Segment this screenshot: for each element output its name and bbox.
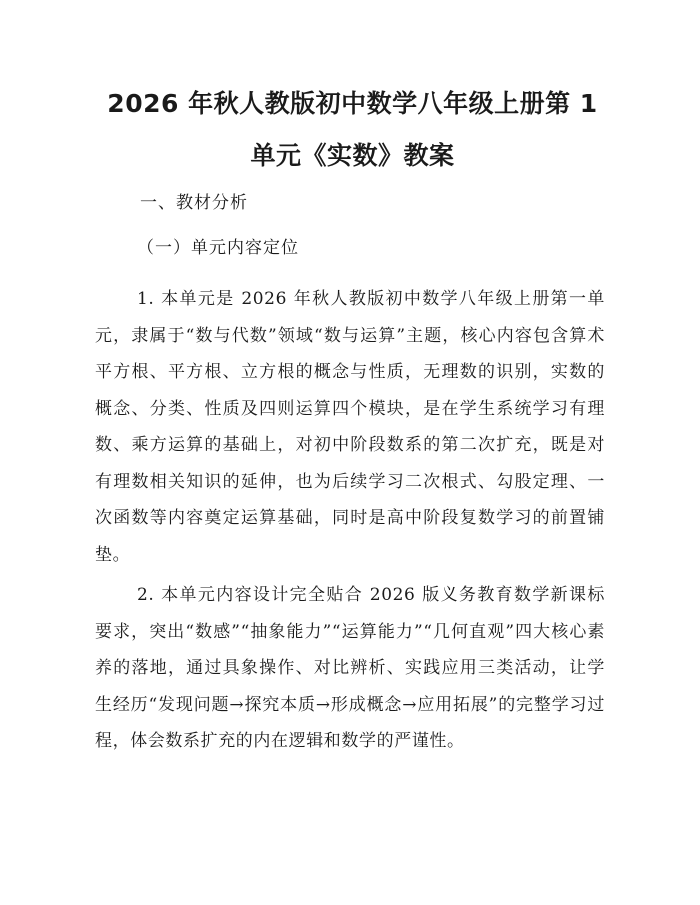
subsection-heading: （一）单元内容定位	[137, 238, 299, 258]
document-title: 2026 年秋人教版初中数学八年级上册第 1 单元《实数》教案	[107, 89, 598, 170]
paragraph-1: 1. 本单元是 2026 年秋人教版初中数学八年级上册第一单元，隶属于“数与代数”领域“数与运算”主题，核心内容包含算术平方根、平方根、立方根的概念与性质，无理数的识别，实数的概念、分类、性质及四则运算四个模块，是在学生系统学习有理数、乘方运算的基础上，对初中阶段数系的第二次扩充，既是对有理数相关知识的延伸，也为后续学习二次根式、勾股定理、一次函数等内容奠定运算基础，同时是高中阶段复数学习的前置铺垫。	[95, 289, 605, 565]
section-heading: 一、教材分析	[140, 193, 248, 213]
paragraph-2: 2. 本单元内容设计完全贴合 2026 版义务教育数学新课标要求，突出“数感”“抽象能力”“运算能力”“几何直观”四大核心素养的落地，通过具象操作、对比辨析、实践应用三类活动，让学生经历“发现问题→探究本质→形成概念→应用拓展”的完整学习过程，体会数系扩充的内在逻辑和数学的严谨性。	[95, 585, 605, 751]
